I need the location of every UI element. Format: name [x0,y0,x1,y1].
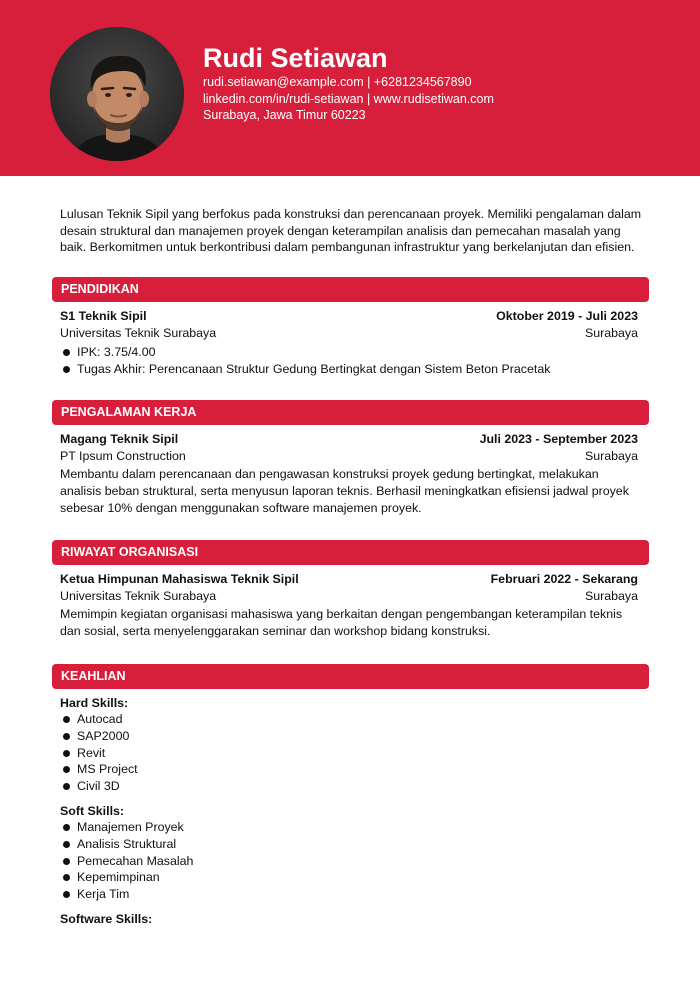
organization-location: Surabaya [584,589,638,603]
education-institution: Universitas Teknik Surabaya [60,326,217,340]
experience-role: Magang Teknik Sipil [60,432,179,446]
organization-period: Februari 2022 - Sekarang [490,572,638,586]
hard-skills-label: Hard Skills: [60,696,129,710]
list-item: SAP2000 [60,728,138,745]
section-heading-education: PENDIDIKAN [52,277,649,302]
profile-photo-image [50,27,184,161]
contact-links[interactable]: linkedin.com/in/rudi-setiawan | www.rudisetiwan.com [203,92,494,106]
section-heading-experience: PENGALAMAN KERJA [52,400,649,425]
list-item: Tugas Akhir: Perencanaan Struktur Gedung Bertingkat dengan Sistem Beton Pracetak [60,361,550,378]
list-item: MS Project [60,761,138,778]
organization-role: Ketua Himpunan Mahasiswa Teknik Sipil [60,572,299,586]
soft-skills-list [60,819,193,903]
experience-description: Membantu dalam perencanaan dan pengawasan konstruksi proyek gedung bertingkat, melakukan analisis beban struktural, serta menyusun laporan teknis. Berhasil meningkatkan efisiensi jadwal proyek sebesar 10% dengan menggunakan software manajemen proyek. [60,467,629,515]
organization-institution: Universitas Teknik Surabaya [60,589,217,603]
experience-company: PT Ipsum Construction [60,449,186,463]
education-location: Surabaya [584,326,638,340]
list-item: IPK: 3.75/4.00 [60,344,550,361]
section-heading-skills: KEAHLIAN [52,664,649,689]
experience-period: Juli 2023 - September 2023 [479,432,638,446]
section-heading-organization: RIWAYAT ORGANISASI [52,540,649,565]
header-banner [0,0,700,176]
contact-address: Surabaya, Jawa Timur 60223 [203,108,366,122]
list-item: Kerja Tim [60,886,193,903]
list-item: Civil 3D [60,778,138,795]
list-item: Manajemen Proyek [60,819,193,836]
experience-location: Surabaya [584,449,638,463]
candidate-name: Rudi Setiawan [203,43,388,73]
organization-description: Memimpin kegiatan organisasi mahasiswa yang berkaitan dengan pengembangan keterampilan teknis dan sosial, serta menyelenggarakan seminar dan workshop bidang konstruksi. [60,607,623,638]
software-skills-label: Software Skills: [60,912,153,926]
list-item: Kepemimpinan [60,869,193,886]
hard-skills-list [60,711,138,795]
experience-company-row [60,448,638,464]
education-title-row [60,308,638,324]
education-institution-row [60,325,638,341]
contact-email-phone[interactable]: rudi.setiawan@example.com | +6281234567890 [203,75,472,89]
list-item: Autocad [60,711,138,728]
profile-photo [50,27,184,161]
education-bullet-list [60,344,550,378]
organization-title-row [60,571,638,587]
list-item: Revit [60,745,138,762]
profile-summary: Lulusan Teknik Sipil yang berfokus pada konstruksi dan perencanaan proyek. Memiliki pengalaman dalam desain struktural dan manajemen proyek dengan keterampilan analisis dan pemecahan masalah yang baik. Berkomitmen untuk berkontribusi dalam pembangunan infrastruktur yang berkelanjutan dan efisien. [60,207,642,254]
education-period: Oktober 2019 - Juli 2023 [496,309,638,323]
soft-skills-label: Soft Skills: [60,804,125,818]
organization-institution-row [60,588,638,604]
education-degree: S1 Teknik Sipil [60,309,147,323]
list-item: Pemecahan Masalah [60,853,193,870]
list-item: Analisis Struktural [60,836,193,853]
experience-title-row [60,431,638,447]
